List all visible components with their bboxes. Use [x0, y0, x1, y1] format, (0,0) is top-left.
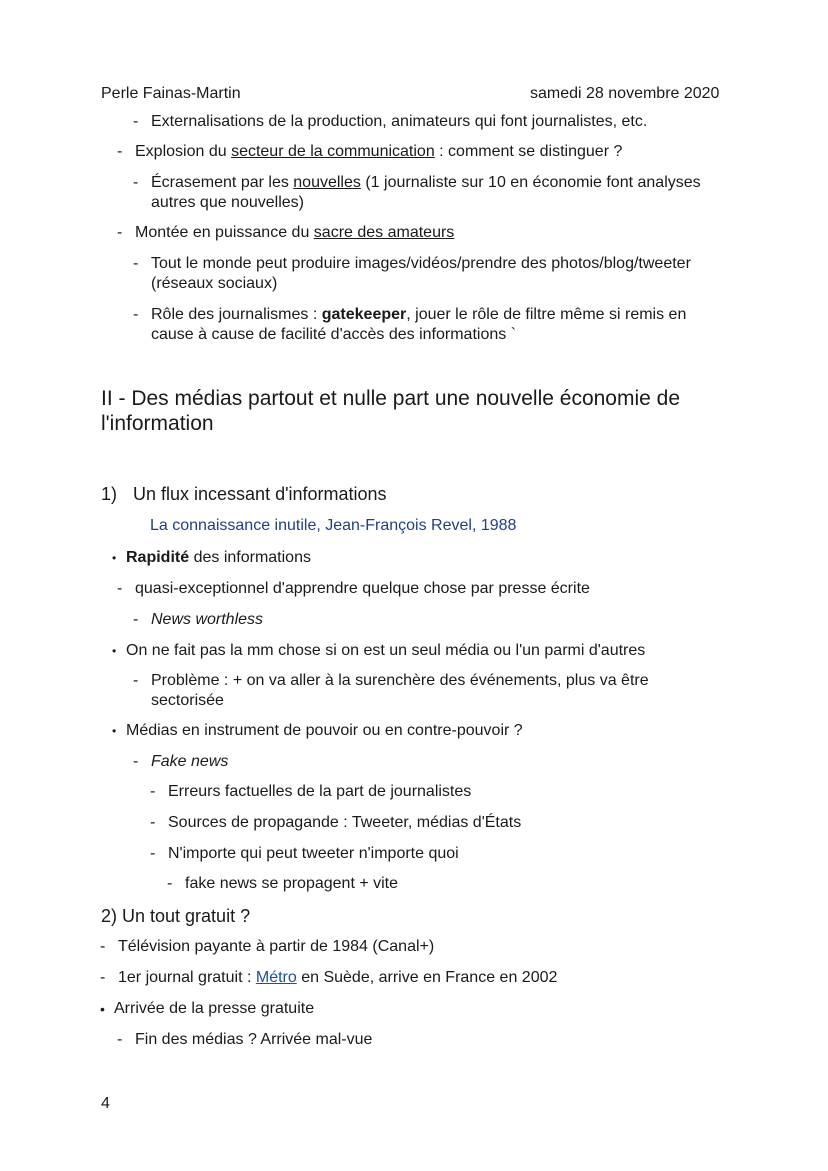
- dash-bullet: -: [117, 143, 123, 160]
- page-number: 4: [101, 1095, 110, 1112]
- dash-bullet: -: [133, 611, 139, 628]
- dash-bullet: -: [117, 1031, 123, 1048]
- dot-bullet: •: [100, 1001, 105, 1017]
- underlined-term: nouvelles: [293, 174, 361, 191]
- dash-bullet: -: [150, 783, 156, 800]
- subsection-heading: 2) Un tout gratuit ?: [101, 906, 251, 926]
- dot-bullet: •: [112, 724, 117, 738]
- list-item: quasi-exceptionnel d'apprendre quelque chose par presse écrite: [135, 580, 590, 597]
- subsection-number: 1): [101, 484, 118, 504]
- list-item: Tout le monde peut produire images/vidéos/prendre des photos/blog/tweeter: [151, 255, 691, 272]
- header-author: Perle Fainas-Martin: [101, 85, 241, 102]
- list-item: Télévision payante à partir de 1984 (Canal+): [118, 938, 435, 955]
- dot-bullet: •: [112, 644, 117, 658]
- dash-bullet: -: [117, 224, 123, 241]
- dash-bullet: -: [167, 875, 173, 892]
- list-item-continuation: autres que nouvelles): [151, 194, 304, 211]
- list-item: News worthless: [151, 611, 264, 628]
- dash-bullet: -: [133, 255, 139, 272]
- list-item-continuation: (réseaux sociaux): [151, 275, 278, 292]
- list-item: 1er journal gratuit : Métro en Suède, arrive en France en 2002: [118, 969, 558, 986]
- dash-bullet: -: [150, 814, 156, 831]
- subsection-heading: Un flux incessant d'informations: [133, 484, 387, 504]
- reference-citation: La connaissance inutile, Jean-François Revel, 1988: [150, 517, 517, 534]
- list-item: Écrasement par les nouvelles (1 journaliste sur 10 en économie font analyses: [151, 174, 701, 191]
- underlined-term: secteur de la communication: [231, 143, 435, 160]
- list-item: Fake news: [151, 753, 229, 770]
- list-item-continuation: sectorisée: [151, 692, 224, 709]
- list-item: Sources de propagande : Tweeter, médias d'États: [168, 814, 522, 831]
- dash-bullet: -: [133, 113, 139, 130]
- list-item: Externalisations de la production, animateurs qui font journalistes, etc.: [151, 113, 648, 130]
- list-item: Rapidité des informations: [126, 549, 311, 566]
- list-item: Rôle des journalismes : gatekeeper, jouer le rôle de filtre même si remis en: [151, 306, 687, 323]
- list-item: Explosion du secteur de la communication : comment se distinguer ?: [135, 143, 623, 160]
- list-item: Fin des médias ? Arrivée mal-vue: [135, 1031, 373, 1048]
- underlined-term: sacre des amateurs: [313, 224, 455, 241]
- list-item: Erreurs factuelles de la part de journalistes: [168, 783, 472, 800]
- list-item: Montée en puissance du sacre des amateurs: [135, 224, 455, 241]
- list-item: Arrivée de la presse gratuite: [114, 1000, 315, 1017]
- list-item: On ne fait pas la mm chose si on est un seul média ou l'un parmi d'autres: [126, 642, 646, 659]
- metro-link[interactable]: Métro: [255, 969, 297, 986]
- bold-term: Rapidité: [126, 549, 190, 566]
- dash-bullet: -: [117, 580, 123, 597]
- dash-bullet: -: [150, 845, 156, 862]
- dash-bullet: -: [100, 969, 106, 986]
- list-item: N'importe qui peut tweeter n'importe quoi: [168, 845, 459, 862]
- section-heading-continuation: l'information: [101, 412, 214, 435]
- dot-bullet: •: [112, 551, 117, 565]
- list-item-continuation: cause à cause de facilité d'accès des informations `: [151, 326, 517, 343]
- section-heading: II - Des médias partout et nulle part une nouvelle économie de: [101, 387, 681, 410]
- list-item: fake news se propagent + vite: [185, 875, 399, 892]
- list-item: Médias en instrument de pouvoir ou en contre-pouvoir ?: [126, 722, 523, 739]
- bold-term: gatekeeper: [321, 306, 407, 323]
- dash-bullet: -: [100, 938, 106, 955]
- header-date: samedi 28 novembre 2020: [530, 85, 720, 102]
- dash-bullet: -: [133, 672, 139, 689]
- dash-bullet: -: [133, 753, 139, 770]
- dash-bullet: -: [133, 174, 139, 191]
- list-item: Problème : + on va aller à la surenchère des événements, plus va être: [151, 672, 649, 689]
- dash-bullet: -: [133, 306, 139, 323]
